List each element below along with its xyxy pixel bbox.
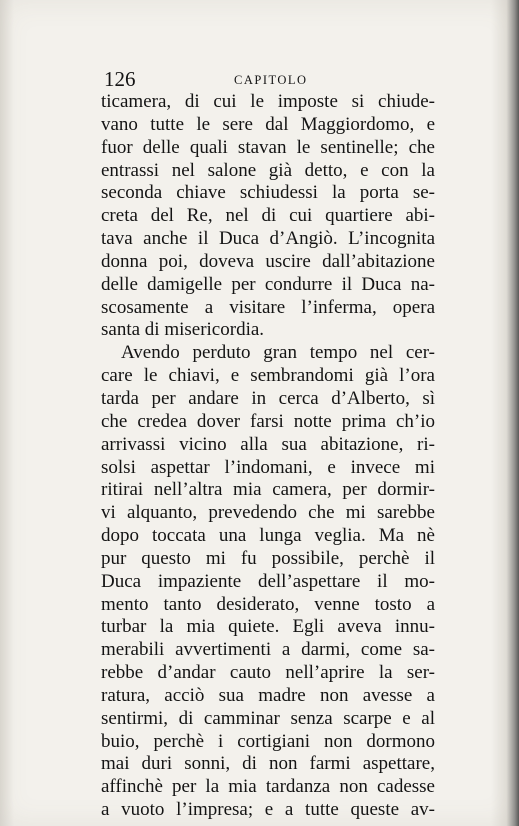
page-number: 126 — [104, 67, 136, 91]
text-line: donna poi, doveva uscire dall’abitazione — [101, 250, 435, 272]
text-line: affinchè per la mia tardanza non cadesse — [101, 776, 435, 798]
text-line: solsi aspettar l’indomani, e invece mi — [101, 456, 435, 478]
page-header — [104, 66, 438, 92]
paragraph-end-line: santa di misericordia. — [101, 319, 265, 341]
text-line: pur questo mi fu possibile, perchè il — [101, 547, 435, 569]
text-line: arrivassi vicino alla sua abitazione, ri- — [101, 433, 435, 455]
text-line: dopo toccata una lunga veglia. Ma nè — [101, 525, 435, 547]
text-line: entrassi nel salone già detto, e con la — [101, 159, 435, 181]
text-line: vano tutte le sere dal Maggiordomo, e — [101, 113, 435, 135]
text-line: a vuoto l’impresa; e a tutte queste av- — [101, 799, 435, 821]
body-text — [101, 91, 435, 822]
page-left-edge-shadow — [0, 0, 14, 826]
paragraph-start-line: Avendo perduto gran tempo nel cer- — [121, 342, 435, 364]
text-line: care le chiavi, e sembrandomi già l’ora — [101, 365, 435, 387]
text-line: merabili avvertimenti a darmi, come sa- — [101, 639, 435, 661]
text-line: ritirai nell’altra mia camera, per dormir- — [101, 479, 435, 501]
text-line: buio, perchè i cortigiani non dormono — [101, 730, 435, 752]
text-line: mento tanto desiderato, venne tosto a — [101, 593, 435, 615]
text-line: fuor delle quali stavan le sentinelle; che — [101, 136, 435, 158]
text-line: creta del Re, nel di cui quartiere abi- — [101, 205, 435, 227]
running-head: CAPITOLO — [234, 73, 308, 87]
text-line: ticamera, di cui le imposte si chiude- — [101, 91, 435, 112]
text-line: vi alquanto, prevedendo che mi sarebbe — [101, 502, 435, 524]
text-line: Duca impaziente dell’aspettare il mo- — [101, 570, 435, 592]
text-line: che credea dover farsi notte prima ch’io — [101, 410, 435, 432]
text-line: sentirmi, di camminar senza scarpe e al — [101, 707, 435, 729]
text-line: mai duri sonni, di non farmi aspettare, — [101, 753, 435, 775]
page-right-edge-shadow — [491, 0, 519, 826]
text-line: delle damigelle per condurre il Duca na- — [101, 273, 435, 295]
text-line: tava anche il Duca d’Angiò. L’incognita — [101, 228, 435, 250]
text-line: ratura, acciò sua madre non avesse a — [101, 684, 435, 706]
text-line: tarda per andare in cerca d’Alberto, sì — [101, 387, 435, 409]
text-line: turbar la mia quiete. Egli aveva innu- — [101, 616, 435, 638]
text-line: seconda chiave schiudessi la porta se- — [101, 182, 435, 204]
text-line: scosamente a visitare l’inferma, opera — [101, 296, 435, 318]
text-line: rebbe d’andar cauto nell’aprire la ser- — [101, 662, 435, 684]
